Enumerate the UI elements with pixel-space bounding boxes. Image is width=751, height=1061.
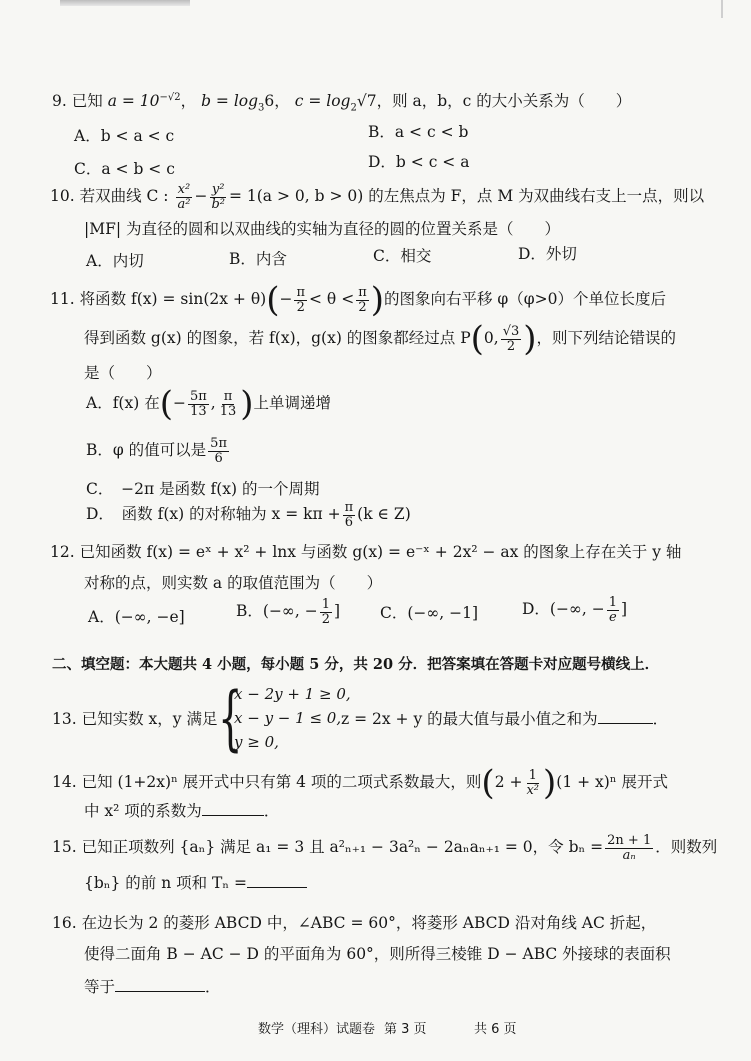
q11-optd-frac [343,501,356,529]
q11-option-b [86,437,231,465]
q12-option-d [522,596,627,624]
q9-option-d: D．b < c < a [368,153,470,171]
q14-answer-blank[interactable] [202,801,264,816]
q11-stem [50,280,666,320]
q11-optd-d: 6 [344,514,354,530]
q11-number: 11. [50,290,75,308]
q11-opta-d2: 13 [219,403,237,419]
q12-optd-pre: D．(−∞, − [522,600,605,619]
q11-option-a: A．f(x) 在(− $\frac{5\pi}{13}$ , $\frac{\pi}{13}$ )上单调递增 [86,384,332,424]
q12-optb-frac [320,598,332,626]
q14-paren-close: ) [543,763,557,803]
q13-constraint-2: x − y − 1 ≤ 0, [234,709,342,727]
q11-line2 [84,319,677,359]
q11-opta-d1: 13 [190,403,207,419]
q16-line3 [84,977,221,997]
q11-paren-open: ( [266,280,280,320]
q9-a-exp: −√2 [159,92,181,103]
q11-2-b: 2 [358,299,367,315]
q14-paren-open: ( [481,763,495,803]
q15-frac [605,834,653,862]
q14-line2-text: 中 x² 项的系数为 [84,802,202,820]
q9-option-c: C．a < b < c [74,160,175,178]
q13-end: ． [652,710,669,728]
q12-line2: 对称的点，则实数 a 的取值范围为（ ） [84,574,383,592]
q11-line2-pre: 得到函数 g(x) 的图象，若 f(x)，g(x) 的图象都经过点 P [84,329,471,347]
q10-option-c: C．相交 [373,247,432,265]
q13-constraint-system [218,677,351,759]
q11-option-d [86,501,411,529]
q11-opta-post: 上单调递增 [253,394,332,412]
q12-optd-d: e [609,609,617,625]
q11-opta-n1: 5π [189,388,207,404]
q11-opta-pre: A．f(x) 在 [86,394,160,412]
q9-c-arg: √7 [356,92,377,111]
q10-frac-y [209,183,227,211]
q13-pre: 已知实数 x，y 满足 [81,710,218,728]
q11-frac-pi2-b [356,286,369,314]
q12-option-a: A．(−∞, −e] [88,608,185,626]
q10-f2n: y² [211,182,225,197]
q11-pt-paren-open: ( [470,319,484,359]
q11-pt-paren-close: ) [523,319,537,359]
q11-opta-frac1 [188,390,209,418]
q14-end: ． [263,802,280,820]
q15-f-d: aₙ [622,847,636,863]
q11-post: 的图象向右平移 φ（φ>0）个单位长度后 [384,290,666,308]
q11-optd-pre: D． 函数 f(x) 的对称轴为 x = kπ + [86,505,341,524]
q15-line1 [52,834,717,862]
q12-option-b [236,598,340,626]
q11-optd-n: π [344,500,354,515]
q9-a-expr: a = 10 [107,92,160,111]
q11-opta-paren-close: ) [240,384,254,424]
section-2-heading: 二、填空题：本大题共 4 小题，每小题 5 分，共 20 分．把答案填在答题卡对应题号横线上． [52,656,660,673]
q11-pt-n: √3 [502,323,520,339]
q12-number: 12. [50,543,75,561]
q12-optd-n: 1 [608,595,617,610]
q12-optb-post: ] [333,602,341,621]
q12-line1-text: 已知函数 f(x) = eˣ + x² + lnx 与函数 g(x) = e⁻ˣ + 2x² − ax 的图象上存在关于 y 轴 [79,543,682,561]
footer-subject: 数学（理科）试题卷 [258,1022,376,1037]
q11-pt-x: 0, [483,329,499,347]
q14-post: (1 + x)ⁿ 展开式 [556,773,668,791]
q11-option-c: C． −2π 是函数 f(x) 的一个周期 [86,480,320,498]
q11-line2-post: ，则下列结论错误的 [536,329,677,347]
q11-cond-mid: < θ < [309,290,355,308]
q9-stem-pre: 已知 [71,92,103,111]
q10-option-a: A．内切 [86,252,144,270]
q13-answer-blank[interactable] [598,709,653,724]
q14-paren-pre: 2 + [494,773,523,791]
footer-total: 共 6 页 [474,1022,517,1037]
q9-b-arg: 6 [264,92,275,111]
q15-post: ．则数列 [655,838,718,857]
q16-line3-text: 等于 [84,978,116,996]
q13-post: z = 2x + y 的最大值与最小值之和为 [341,710,598,728]
q12-option-c: C．(−∞, −1] [380,604,479,622]
q12-optd-post: ] [621,600,628,619]
q13-stem [52,710,217,729]
q10-f1d: a² [177,196,191,212]
q16-end: ． [205,978,221,996]
q10-option-b: B．内含 [229,250,287,268]
q9-stem: 9. 已知 $a = 10^{-√2}$， $b = \log_36$， $c = \log_2√7$，则 a，b，c 的大小关系为（ ） [52,92,632,114]
q11-optb-d: 6 [214,450,223,466]
q13-constraint-3: y ≥ 0, [234,733,279,751]
footer-page: 第 3 页 [384,1022,427,1037]
q15-f-n: 2n + 1 [607,833,652,848]
q11-opta-n2: π [223,388,233,404]
q9-c-base: 2 [350,102,357,114]
q11-frac-sqrt3 [501,325,522,353]
q11-opta-paren-open: ( [159,384,173,424]
q14-f-n: 1 [528,767,537,783]
q9-b-expr: b = log [201,92,259,111]
q11-pt-d: 2 [506,338,516,354]
q12-line1 [50,543,681,562]
q11-opta-frac2 [218,390,239,418]
q13-number: 13. [52,710,77,728]
q13-brace: { [218,677,243,759]
q15-line2 [84,873,307,893]
q11-optb-pre: B．φ 的值可以是 [86,441,207,460]
q11-optb-n: 5π [210,436,227,451]
q16-number: 16. [52,914,77,932]
q16-line2: 使得二面角 B − AC − D 的平面角为 60°，则所得三棱锥 D − ABC 外接球的表面积 [84,945,671,963]
q10-number: 10. [50,187,75,206]
q11-frac-pi2-a [294,286,307,314]
q14-line1 [52,763,668,803]
q14-f-d: x² [526,782,540,798]
q11-pre: 将函数 f(x) = sin(2x + θ) [79,290,267,308]
q9-c-expr: c = log [294,92,351,111]
q9-option-a: A．b < a < c [74,127,175,145]
q14-line2 [84,801,279,821]
q10-f1n: x² [177,182,191,197]
q16-line1-text: 在边长为 2 的菱形 ABCD 中，∠ABC = 60°，将菱形 ABCD 沿对角线 AC 折起， [81,914,657,932]
q9-b-base: 3 [258,102,265,114]
q10-stem: 10. 若双曲线 C : $\frac{\text{x²}}{\text{a²}}$ − $\frac{\text{y²}}{\text{b²}}$ = 1(a > 0, b > 0) 的左焦点为 F，点 M 为双曲线右支上一点，则以 [50,182,705,212]
q10-pre: 若双曲线 C : [79,187,169,206]
q12-optb-n: 1 [321,597,330,612]
q14-pre: 已知 (1+2x)ⁿ 展开式中只有第 4 项的二项式系数最大，则 [81,773,482,791]
q11-line3: 是（ ） [84,364,162,382]
q10-frac-x [175,183,192,211]
q10-line2: |MF| 为直径的圆和以双曲线的实轴为直径的圆的位置关系是（ ） [84,220,560,238]
q14-number: 14. [52,773,77,791]
q15-number: 15. [52,838,77,857]
q9-number: 9. [52,92,67,111]
q16-answer-blank[interactable] [115,977,205,992]
q15-line1-text: 已知正项数列 {aₙ} 满足 a₁ = 3 且 a²ₙ₊₁ − 3a²ₙ − 2aₙaₙ₊₁ = 0，令 bₙ = [81,838,604,857]
q12-optb-pre: B．(−∞, − [236,602,318,621]
q12-optb-d: 2 [321,611,330,627]
q13-constraint-1: x − 2y + 1 ≥ 0, [234,685,351,703]
q13-question [341,709,668,729]
q12-optd-frac [607,596,619,624]
q11-optb-frac [208,437,229,465]
scan-artifact-top [60,0,190,6]
q9-option-b: B．a < c < b [368,123,469,141]
q9-stem-post: ，则 a，b，c 的大小关系为（ ） [376,92,632,111]
q11-paren-close: ) [370,280,384,320]
q11-pi-a: π [296,284,306,300]
scan-artifact-right [721,0,723,18]
q11-2-a: 2 [296,299,305,315]
q14-frac [524,769,541,797]
q10-f2d: b² [211,196,225,212]
q10-option-d: D．外切 [518,245,577,263]
q11-pi-b: π [358,284,367,300]
q15-answer-blank[interactable] [247,873,307,888]
q16-line1 [52,914,656,933]
q10-eq: = 1(a > 0, b > 0) 的左焦点为 F，点 M 为双曲线右支上一点，则以 [228,187,705,206]
q15-line2-text: {bₙ} 的前 n 项和 Tₙ = [84,874,248,892]
q11-cond-minus: − [279,290,293,308]
q11-optd-post: (k ∈ Z) [357,505,411,524]
